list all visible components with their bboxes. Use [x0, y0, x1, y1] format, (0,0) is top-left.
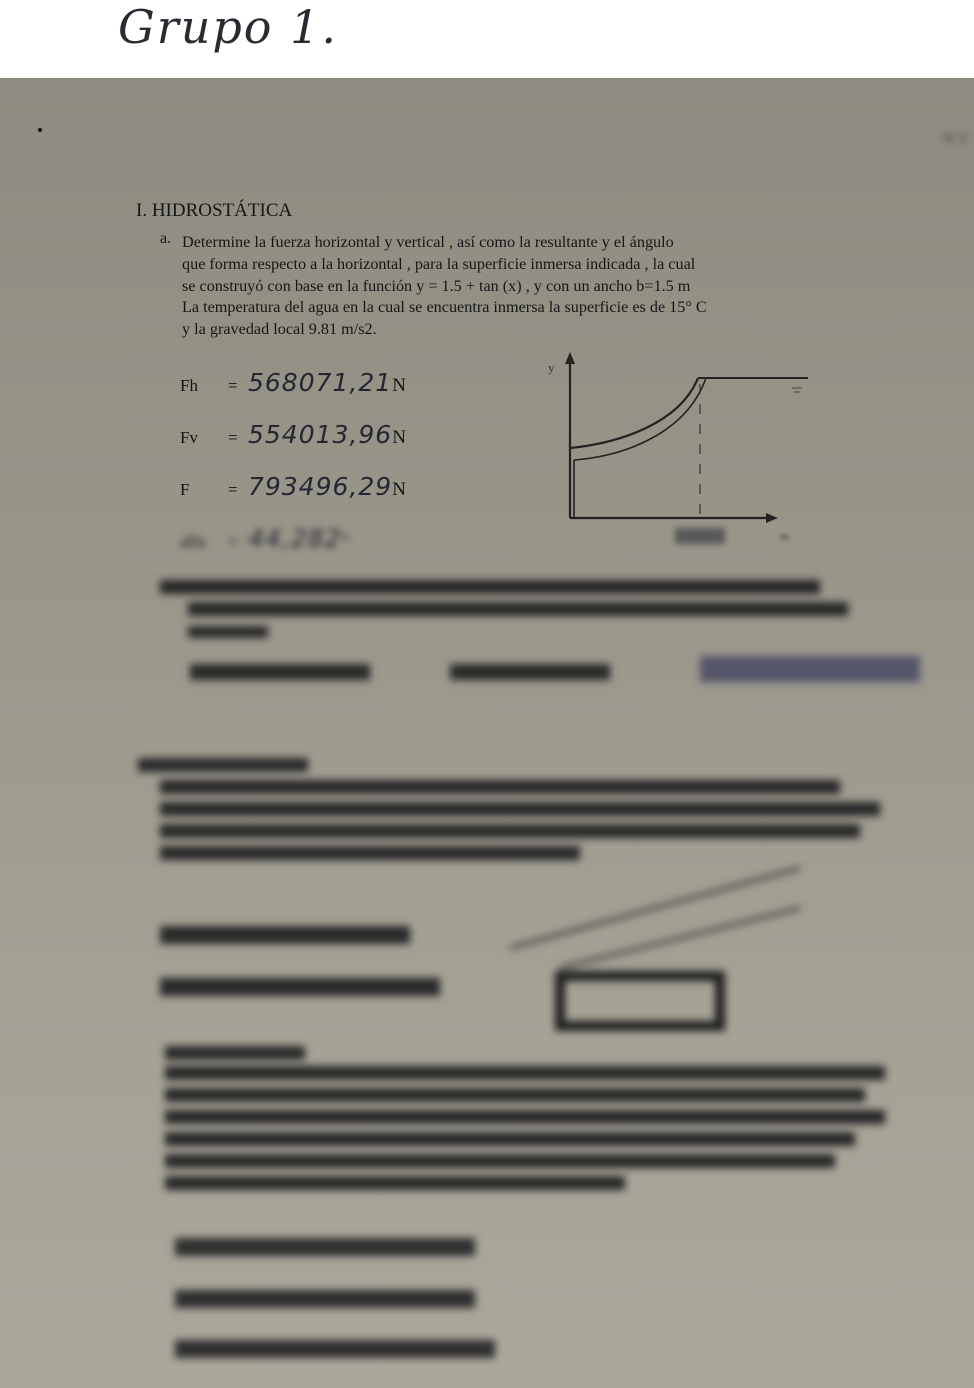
question-a-line: La temperatura del agua en la cual se encuentra inmersa la superficie es de 15° C — [182, 298, 707, 317]
question-a-label: a. — [160, 230, 172, 247]
figure-x-label: m — [780, 529, 790, 543]
blurred-remaining-content — [0, 558, 974, 1388]
surface-figure — [540, 348, 810, 558]
corner-mark: IR D — [942, 130, 968, 145]
surface-curve-inner — [574, 378, 706, 460]
question-a-line: y la gravedad local 9.81 m/s2. — [182, 320, 377, 339]
question-a-text — [182, 232, 892, 341]
result-fh: Fh = 568071,21N — [180, 368, 406, 397]
result-fv: Fv = 554013,96N — [180, 420, 406, 449]
result-alfa: alfa = 44,282° — [180, 524, 350, 553]
section-title: I. HIDROSTÁTICA — [136, 200, 293, 221]
handwritten-group-title: Grupo 1. — [118, 0, 339, 54]
question-a-line: se construyó con base en la función y = 1.5 + tan (x) , y con un ancho b=1.5 m — [182, 276, 691, 295]
exam-sheet — [0, 78, 974, 1388]
result-f: F = 793496,29N — [180, 472, 406, 501]
question-a-line: Determine la fuerza horizontal y vertical , así como la resultante y el ángulo — [182, 233, 674, 251]
question-a-line: que forma respecto a la horizontal , para la superficie inmersa indicada , la cual — [182, 254, 696, 273]
page-dot — [38, 128, 42, 132]
figure-y-label: y — [548, 360, 555, 375]
surface-curve — [570, 378, 698, 448]
